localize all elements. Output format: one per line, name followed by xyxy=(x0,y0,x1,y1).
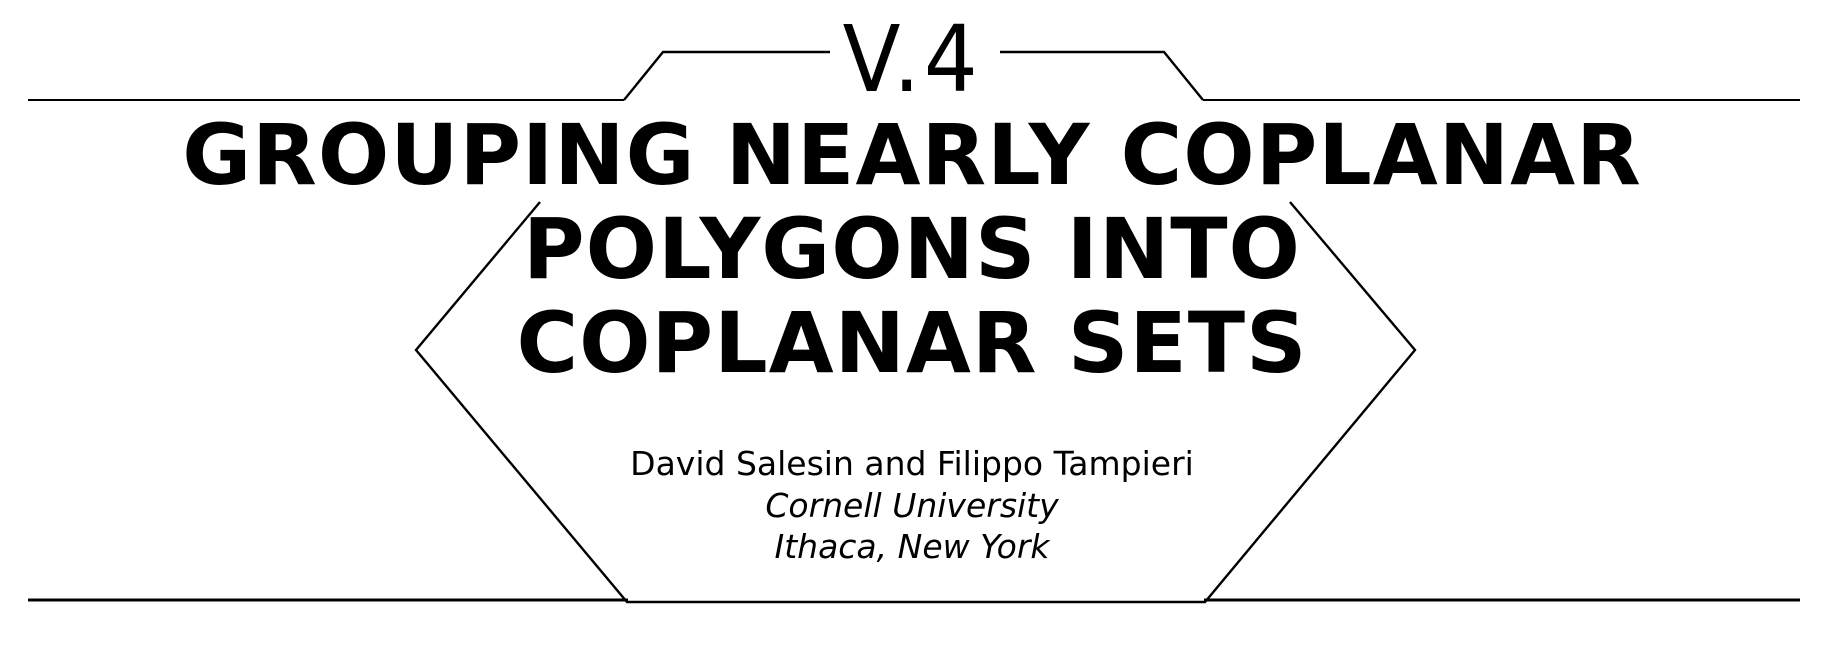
affiliation: Cornell University xyxy=(765,486,1059,525)
section-number: V.4 xyxy=(842,6,982,113)
location: Ithaca, New York xyxy=(774,527,1050,566)
chapter-title-line-2: POLYGONS INTO xyxy=(523,200,1301,298)
authors: David Salesin and Filippo Tampieri xyxy=(630,444,1194,483)
chapter-title-line-3: COPLANAR SETS xyxy=(516,294,1308,392)
chapter-title-line-1: GROUPING NEARLY COPLANAR xyxy=(182,106,1642,204)
